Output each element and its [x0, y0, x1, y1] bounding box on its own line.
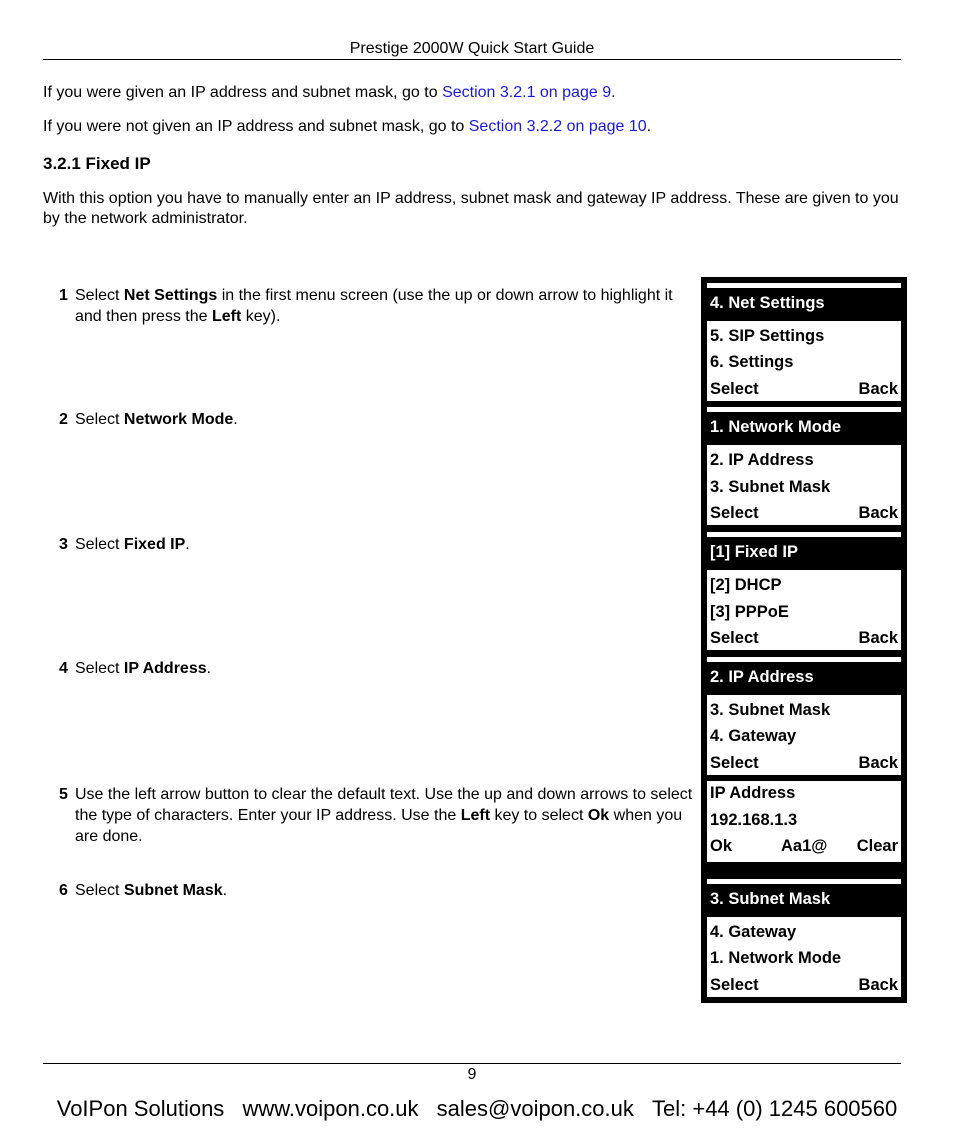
lcd-line: 4. Gateway	[710, 727, 797, 745]
lcd-highlight-row: 1. Network Mode	[707, 412, 901, 443]
company-phone: Tel: +44 (0) 1245 600560	[652, 1096, 898, 1121]
step-text: Select Fixed IP.	[75, 536, 190, 553]
page-number: 9	[467, 1066, 477, 1083]
lcd-softkey-right: Back	[858, 754, 898, 772]
lcd-line: 4. Gateway	[710, 923, 797, 941]
lcd-softkey-left: Ok	[710, 837, 733, 855]
lcd-screen-2	[707, 445, 901, 525]
lcd-screen-6	[707, 917, 901, 997]
step-number: 4	[59, 660, 68, 677]
lcd-softkey-left: Select	[710, 380, 759, 398]
step-text: Select Net Settings in the first menu screen (use the up or down arrow to highlight it and then press the Left key).	[75, 287, 673, 325]
step-1	[59, 285, 699, 329]
lcd-ip-entry-screen	[707, 781, 901, 862]
section-3-2-1-link[interactable]: Section 3.2.1 on page 9	[442, 84, 612, 101]
step-5	[59, 784, 699, 850]
lcd-input-mode: Aa1@	[781, 837, 828, 855]
step-text: Select Network Mode.	[75, 411, 238, 428]
step-4	[59, 658, 699, 680]
step-2	[59, 409, 699, 431]
step-number: 3	[59, 536, 68, 553]
section-description: With this option you have to manually enter an IP address, subnet mask and gateway IP address. These are given to you by the network administrator.	[43, 190, 899, 227]
section-3-2-2-link[interactable]: Section 3.2.2 on page 10	[468, 118, 647, 135]
lcd-softkey-right: Clear	[856, 837, 898, 855]
lcd-screen-3	[707, 570, 901, 650]
intro-line-2	[43, 117, 901, 137]
lcd-softkey-left: Select	[710, 504, 759, 522]
lcd-line: [3] PPPoE	[710, 603, 789, 621]
lcd-screen-4	[707, 695, 901, 775]
step-number: 5	[59, 786, 68, 803]
intro-line-1	[43, 83, 901, 103]
lcd-line: 5. SIP Settings	[710, 327, 825, 345]
intro-line-2-text: If you were not given an IP address and subnet mask, go to	[43, 118, 469, 135]
step-number: 6	[59, 882, 68, 899]
header-rule	[43, 59, 901, 60]
lcd-softkey-right: Back	[858, 629, 898, 647]
lcd-screen-1	[707, 321, 901, 401]
company-email[interactable]: sales@voipon.co.uk	[436, 1096, 634, 1121]
section-title: 3.2.1 Fixed IP	[43, 154, 151, 173]
step-text: Select IP Address.	[75, 660, 212, 677]
lcd-line: 3. Subnet Mask	[710, 701, 831, 719]
lcd-softkey-right: Back	[858, 380, 898, 398]
step-6	[59, 880, 699, 902]
lcd-highlight-row: 3. Subnet Mask	[707, 884, 901, 915]
lcd-softkey-left: Select	[710, 976, 759, 994]
section-heading-wrap	[43, 154, 901, 174]
footer-rule	[43, 1063, 901, 1064]
step-text: Use the left arrow button to clear the default text. Use the up and down arrows to select the type of characters. Enter your IP address. Use the Left key to select Ok when you are done.	[75, 786, 693, 845]
period: .	[611, 84, 616, 101]
period: .	[646, 118, 652, 135]
company-website[interactable]: www.voipon.co.uk	[242, 1096, 419, 1121]
lcd-ip-value: 192.168.1.3	[710, 811, 798, 829]
lcd-ip-title: IP Address	[710, 784, 796, 802]
lcd-softkey-left: Select	[710, 754, 759, 772]
step-3	[59, 534, 699, 556]
step-number: 2	[59, 411, 68, 428]
step-text: Select Subnet Mask.	[75, 882, 228, 899]
page-header: Prestige 2000W Quick Start Guide	[349, 40, 595, 57]
lcd-highlight-row: 4. Net Settings	[707, 288, 901, 319]
lcd-softkey-right: Back	[858, 976, 898, 994]
lcd-line: 3. Subnet Mask	[710, 478, 831, 496]
lcd-line: 1. Network Mode	[710, 949, 842, 967]
lcd-line: 6. Settings	[710, 353, 794, 371]
step-number: 1	[59, 287, 68, 304]
lcd-line: [2] DHCP	[710, 576, 782, 594]
intro-line-1-text: If you were given an IP address and subnet mask, go to	[43, 84, 443, 101]
lcd-line: 2. IP Address	[710, 451, 814, 469]
company-name: VoIPon Solutions	[56, 1096, 225, 1121]
lcd-softkey-right: Back	[858, 504, 898, 522]
lcd-highlight-row: 2. IP Address	[707, 662, 901, 693]
company-footer	[0, 1096, 954, 1122]
lcd-highlight-row: [1] Fixed IP	[707, 537, 901, 568]
lcd-softkey-left: Select	[710, 629, 759, 647]
